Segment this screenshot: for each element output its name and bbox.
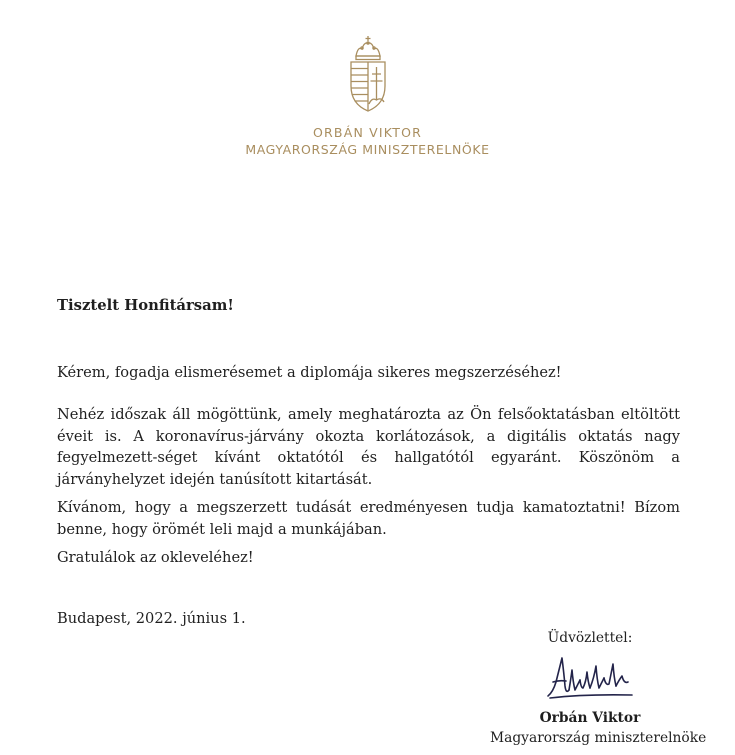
greeting: Tisztelt Honfitársam!: [57, 297, 234, 314]
signature-block: [490, 628, 707, 748]
sender-name: ORBÁN VIKTOR: [313, 125, 422, 140]
closing: Üdvözlettel:: [547, 630, 633, 646]
paragraph-2: [57, 404, 680, 490]
paragraph-1: [57, 362, 680, 384]
paragraph-4: [57, 547, 680, 569]
signer-name: Orbán Viktor: [539, 710, 641, 726]
place-date: Budapest, 2022. június 1.: [57, 610, 246, 627]
letterhead: [0, 34, 735, 158]
paragraph-text: Gratulálok az okleveléhez!: [57, 549, 254, 566]
signer-title: Magyarország miniszterelnöke: [490, 730, 707, 746]
paragraph-text: Nehéz időszak áll mögöttünk, amely meghatározta az Ön felsőoktatásban eltöltött éveit is. A koronavírus-járvány okozta korlátozások, a digitális oktatás nagy fegyelmezett-séget kívánt oktatótól és hallgatótól egyaránt. Köszönöm a járványhelyzet idején tanúsított kitartását.: [57, 406, 680, 488]
coat-of-arms-icon: [346, 34, 390, 114]
paragraph-3: [57, 497, 680, 540]
sender-title: MAGYARORSZÁG MINISZTERELNÖKE: [245, 142, 490, 157]
paragraph-text: Kívánom, hogy a megszerzett tudását eredményesen tudja kamatoztatni! Bízom benne, hogy örömét leli majd a munkájában.: [57, 499, 680, 538]
paragraph-text: Kérem, fogadja elismerésemet a diplomája sikeres megszerzéséhez!: [57, 364, 562, 381]
handwritten-signature-icon: [544, 652, 636, 704]
